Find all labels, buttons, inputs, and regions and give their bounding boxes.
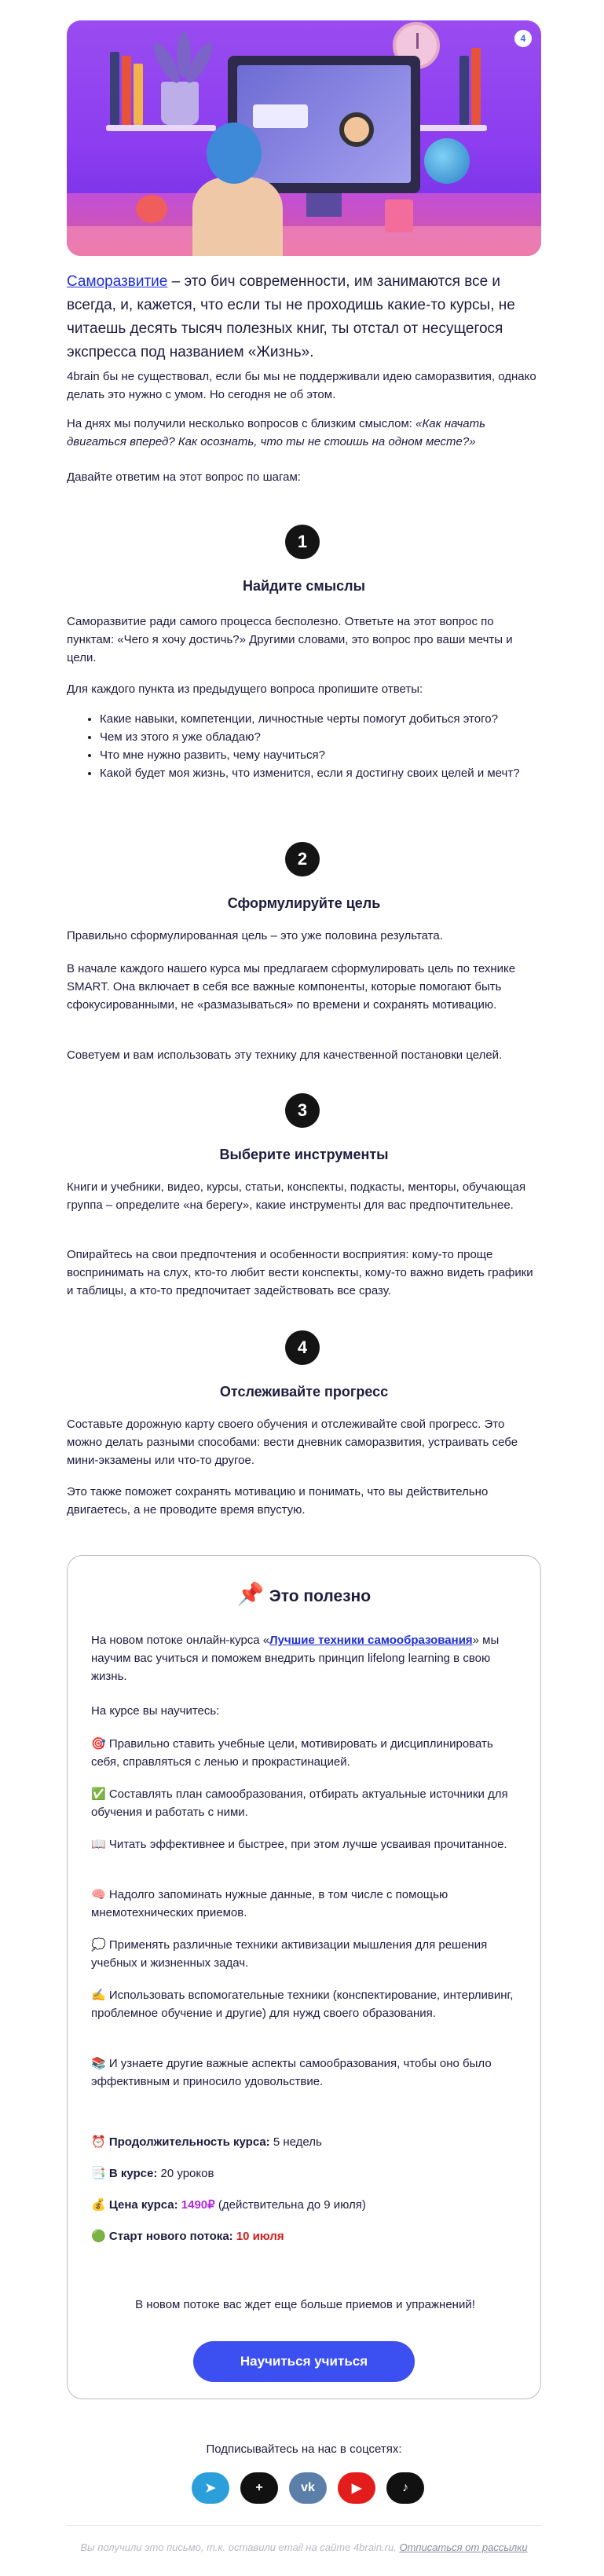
tutor-avatar-icon [339,112,374,147]
step-1-title: Найдите смыслы [243,578,365,594]
unsubscribe-link[interactable]: Отписаться от рассылки [399,2541,528,2553]
price-note: (действительна до 9 июля) [218,2198,366,2212]
lessons-value: 20 уроков [160,2167,214,2180]
step-3-paragraph-1: Книги и учебники, видео, курсы, статьи, конспекты, подкасты, менторы, обучающая группа – определите «на берегу», какие инструменты для вас предпочтительнее. [67,1180,526,1212]
green-circle-icon: 🟢 [91,2230,106,2243]
course-link[interactable]: Лучшие техники самообразования [269,1634,473,1647]
step-4-number: 4 [285,1330,320,1365]
start-label: Старт нового потока: [108,2230,233,2243]
learn-item: 📚 И узнаете другие важные аспекты самообразования, чтобы оно было эффективным и приносило удовольствие. [91,2057,492,2088]
pushpin-icon: 📌 [236,1582,265,1606]
lead-text: – это бич современности, им занимаются все и всегда, и, кажется, что если ты не проходишь какие-то курсы, не читаешь десять тысяч полезных книг, ты отстал от несущегося экспресса под названием «Жизнь». [67,273,515,360]
book-icon [471,48,481,125]
youtube-icon[interactable]: ▶ [338,2472,375,2504]
promo-closing: В новом потоке вас ждет еще больше приемов и упражнений! [135,2298,475,2311]
intro-paragraph-2 [67,415,541,451]
list-item: • Какой будет моя жизнь, что изменится, если я достигну своих целей и мечт? [100,764,541,782]
duration-label: Продолжительность курса: [108,2135,270,2149]
globe-icon [424,138,470,184]
promo-intro [91,1631,519,1685]
plant-pot-icon [161,82,199,125]
learn-item: ✅ Составлять план самообразования, отбирать актуальные источники для обучения и работать с ними. [91,1787,508,1819]
list-item: • Что мне нужно развить, чему научиться? [100,746,541,764]
step-2-paragraph-2: В начале каждого нашего курса мы предлагаем сформулировать цель по технике SMART. Она включает в себя все важные компоненты, которые помогают быть сфокусированными, не «размазываться» по времени и сохранять мотивацию. [67,962,516,1012]
money-bag-icon: 💰 [91,2198,106,2212]
start-date: 10 июля [236,2230,284,2243]
promo-title [68,1581,540,1607]
learn-heading: На курсе вы научитесь: [91,1704,220,1718]
intro-paragraph-1: 4brain бы не существовал, если бы мы не поддерживали идею саморазвития, однако делать это нужно с умом. Но сегодня не об этом. [67,370,536,401]
step-1-paragraph-1: Саморазвитие ради самого процесса бесполезно. Ответьте на этот вопрос по пунктам: «Чего я хочу достичь?» Другими словами, это вопрос про ваши мечты и цели. [67,615,513,664]
step-2-paragraph-1: Правильно сформулированная цель – это уже половина результата. [67,929,443,942]
step-4-title: Отслеживайте прогресс [219,1384,389,1400]
duration-value: 5 недель [273,2135,322,2149]
price-value: 1490₽ [181,2198,215,2212]
learn-item: 💭 Применять различные техники активизации мышления для решения учебных и жизненных задач. [91,1938,488,1970]
plus-icon[interactable]: + [240,2472,278,2504]
course-price [91,2196,519,2214]
intro-p2-quote: «Как начать двигаться вперед? Как осознать, что ты не стоишь на одном месте?» [67,417,485,448]
step-3-paragraph-2: Опирайтесь на свои предпочтения и особенности восприятия: кому-то проще воспринимать на слух, кто-то любит вести конспекты, кому-то важно видеть графики и таблицы, а кто-то предпочитает задействовать все сразу. [67,1248,533,1297]
social-label: Подписывайтесь на нас в соцсетях: [206,2442,402,2456]
hero-desk [67,226,541,256]
self-development-link[interactable]: Саморазвитие [67,273,168,290]
step-1-paragraph-2: Для каждого пункта из предыдущего вопроса пропишите ответы: [67,682,423,696]
pencil-cup-icon [385,199,413,232]
course-lessons [91,2164,519,2183]
book-icon [122,56,131,125]
course-duration [91,2133,519,2151]
vk-icon[interactable]: vk [289,2472,327,2504]
footer-text [67,2541,541,2553]
promo-title-text: Это полезно [269,1587,372,1605]
telegram-icon[interactable]: ➤ [192,2472,229,2504]
step-2-title: Сформулируйте цель [227,895,381,911]
intro-paragraph-3: Давайте ответим на этот вопрос по шагам: [67,470,301,484]
intro-p2-start: На днях мы получили несколько вопросов с близким смыслом: [67,417,416,430]
learn-item: 📖 Читать эффективнее и быстрее, при этом лучше усваивая прочитанное. [91,1838,507,1851]
step-2-number: 2 [285,842,320,876]
footer-notice: Вы получили это письмо, т.к. оставили email на сайте 4brain.ru. [80,2541,400,2553]
clock-emoji-icon: ⏰ [91,2135,106,2149]
book-icon [110,52,119,125]
document-emoji-icon: 📑 [91,2167,106,2180]
step-4-paragraph-1: Составьте дорожную карту своего обучения и отслеживайте свой прогресс. Это можно делать разными способами: вести дневник саморазвития, устраивать себе мини-экзамены или что-то другое. [67,1418,518,1467]
lead-paragraph [67,270,541,364]
apple-icon [136,195,167,223]
course-promo-box [67,1555,541,2399]
brand-badge-icon: 4 [514,30,532,47]
step-3-title: Выберите инструменты [219,1147,389,1162]
step-2-paragraph-3: Советуем и вам использовать эту технику для качественной постановки целей. [67,1048,503,1062]
list-item: • Какие навыки, компетенции, личностные черты помогут добиться этого? [100,710,541,728]
promo-intro-a: На новом потоке онлайн-курса « [91,1634,270,1647]
tiktok-icon[interactable]: ♪ [386,2472,424,2504]
student-body [192,177,283,256]
book-icon [134,64,143,125]
learn-to-learn-button[interactable]: Научиться учиться [193,2341,415,2382]
step-1-bullet-list [67,710,541,782]
lessons-label: В курсе: [108,2167,158,2180]
monitor-stand [306,193,342,217]
list-item: • Чем из этого я уже обладаю? [100,728,541,746]
learn-item: 🎯 Правильно ставить учебные цели, мотивировать и дисциплинировать себя, справляться с ленью и прокрастинацией. [91,1737,493,1769]
hero-illustration [67,20,541,256]
student-figure [185,123,287,256]
course-start [91,2227,519,2245]
student-head [207,123,262,184]
book-icon [459,56,469,125]
footer-divider [67,2525,541,2526]
social-links [192,2472,424,2504]
learn-item: ✍️ Использовать вспомогательные техники (конспектирование, интерливинг, проблемное обучение и другие) для нужд своего образования. [91,1989,514,2020]
learn-item: 🧠 Надолго запоминать нужные данные, в том числе с помощью мнемотехнических приемов. [91,1888,448,1919]
step-1-number: 1 [285,525,320,559]
step-3-number: 3 [285,1093,320,1128]
price-label: Цена курса: [108,2198,178,2212]
promo-intro-b: » мы научим вас учиться и поможем внедрить принцип lifelong learning в свою жизнь. [91,1634,500,1683]
step-4-paragraph-2: Это также поможет сохранять мотивацию и понимать, что вы действительно двигаетесь, а не проводите время впустую. [67,1485,489,1517]
